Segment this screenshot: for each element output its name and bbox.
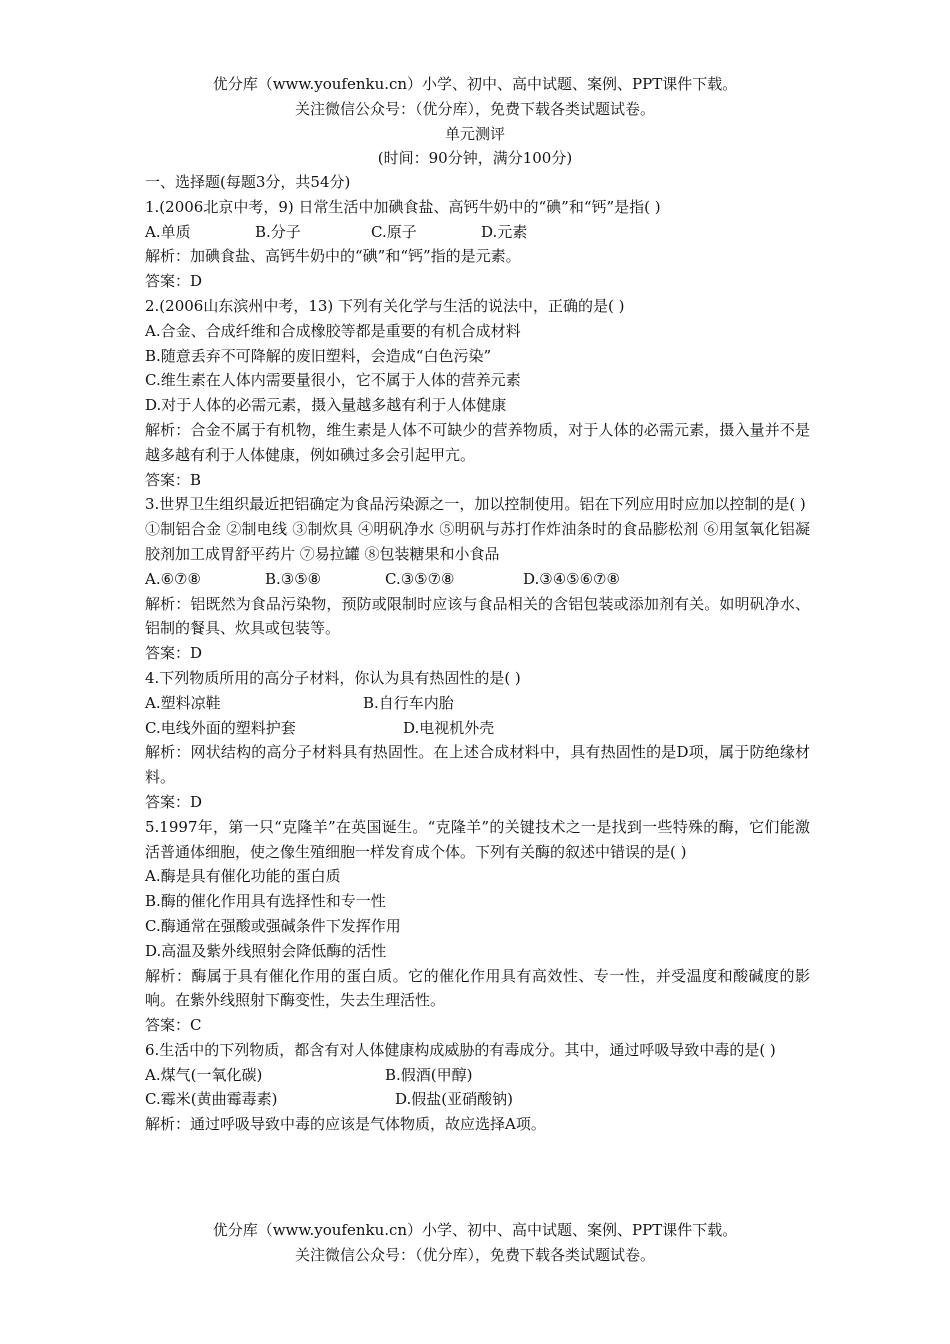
footer-line-1: 优分库（www.youfenku.cn）小学、初中、高中试题、案例、PPT课件下载。 <box>212 1221 738 1239</box>
question-2-answer: 答案：B <box>145 470 202 489</box>
question-5-analysis: 解析：酶属于具有催化作用的蛋白质。它的催化作用具有高效性、专一性，并受温度和酸碱度的影响。在紫外线照射下酶变性，失去生理活性。 <box>145 966 810 1010</box>
question-1-stem: 1.(2006北京中考，9) 日常生活中加碘食盐、高钙牛奶中的“碘”和“钙”是指( ) <box>145 197 661 216</box>
section-heading: 一、选择题(每题3分，共54分) <box>145 173 351 191</box>
document-body <box>145 170 810 1137</box>
footer-line-2: 关注微信公众号：（优分库），免费下载各类试题试卷。 <box>294 1245 655 1264</box>
option-b: B.酶的催化作用具有选择性和专一性 <box>145 892 386 911</box>
option-b: B.③⑤⑧ <box>265 569 322 588</box>
page-footer <box>0 1218 950 1268</box>
question-5-answer: 答案：C <box>145 1016 202 1035</box>
option-a: A.⑥⑦⑧ <box>145 569 201 588</box>
header-line-2: 关注微信公众号：（优分库），免费下载各类试题试卷。 <box>294 99 655 118</box>
question-4-options-cd <box>145 716 810 741</box>
option-d: D.假盐(亚硝酸钠) <box>395 1090 513 1109</box>
option-c: C.酶通常在强酸或强碱条件下发挥作用 <box>145 916 401 935</box>
question-4-stem: 4.下列物质所用的高分子材料，你认为具有热固性的是( ) <box>145 668 521 687</box>
question-3-analysis: 解析：铝既然为食品污染物，预防或限制时应该与食品相关的含铝包装或添加剂有关。如明矾净水、铝制的餐具、炊具或包装等。 <box>145 594 810 638</box>
question-1-analysis: 解析：加碘食盐、高钙牛奶中的“碘”和“钙”指的是元素。 <box>145 247 521 266</box>
option-b: B.自行车内胎 <box>363 693 454 712</box>
option-d: D.电视机外壳 <box>403 718 495 737</box>
question-6-stem: 6.生活中的下列物质，都含有对人体健康构成威胁的有毒成分。其中，通过呼吸导致中毒的是( ) <box>145 1040 776 1059</box>
option-c: C.③⑤⑦⑧ <box>385 569 455 588</box>
doc-subtitle: (时间：90分钟，满分100分) <box>377 149 573 168</box>
question-6-options-cd <box>145 1087 810 1112</box>
option-a: A.酶是具有催化功能的蛋白质 <box>145 867 341 886</box>
question-1-answer: 答案：D <box>145 272 203 291</box>
question-2-stem: 2.(2006山东滨州中考，13) 下列有关化学与生活的说法中，正确的是( ) <box>145 296 625 315</box>
option-c: C.维生素在人体内需要量很小，它不属于人体的营养元素 <box>145 371 521 390</box>
option-c: C.电线外面的塑料护套 <box>145 718 296 737</box>
question-5-stem: 5.1997年，第一只“克隆羊”在英国诞生。“克隆羊”的关键技术之一是找到一些特殊的酶，它们能激活普通体细胞，使之像生殖细胞一样发育成个体。下列有关酶的叙述中错误的是( ) <box>145 817 810 861</box>
option-d: D.元素 <box>481 222 528 241</box>
option-b: B.随意丢弃不可降解的废旧塑料，会造成“白色污染” <box>145 346 492 365</box>
question-4-answer: 答案：D <box>145 792 203 811</box>
option-d: D.③④⑤⑥⑦⑧ <box>523 569 620 588</box>
question-6-options-ab <box>145 1063 810 1088</box>
question-3-options <box>145 567 810 592</box>
option-b: B.假酒(甲醇) <box>385 1065 473 1084</box>
question-4-options-ab <box>145 691 810 716</box>
question-6-analysis: 解析：通过呼吸导致中毒的应该是气体物质，故应选择A项。 <box>145 1115 546 1134</box>
option-d: D.对于人体的必需元素，摄入量越多越有利于人体健康 <box>145 396 507 415</box>
header-line-1: 优分库（www.youfenku.cn）小学、初中、高中试题、案例、PPT课件下载。 <box>212 75 738 93</box>
option-c: C.霉米(黄曲霉毒素) <box>145 1090 278 1109</box>
option-b: B.分子 <box>255 222 301 241</box>
question-3-stem: 3.世界卫生组织最近把铝确定为食品污染源之一，加以控制使用。铝在下列应用时应加以控制的是( ) <box>145 495 806 514</box>
question-4-analysis: 解析：网状结构的高分子材料具有热固性。在上述合成材料中，具有热固性的是D项，属于防绝缘材料。 <box>145 743 810 787</box>
option-a: A.合金、合成纤维和合成橡胶等都是重要的有机合成材料 <box>145 321 521 340</box>
question-3-answer: 答案：D <box>145 644 203 663</box>
option-a: A.塑料凉鞋 <box>145 693 221 712</box>
option-a: A.单质 <box>145 222 191 241</box>
doc-title: 单元测评 <box>444 124 505 143</box>
option-d: D.高温及紫外线照射会降低酶的活性 <box>145 941 387 960</box>
question-2-analysis: 解析：合金不属于有机物，维生素是人体不可缺少的营养物质，对于人体的必需元素，摄入量并不是越多越有利于人体健康，例如碘过多会引起甲亢。 <box>145 420 810 464</box>
question-1-options <box>145 220 810 245</box>
option-c: C.原子 <box>371 222 417 241</box>
page-header <box>0 72 950 171</box>
option-a: A.煤气(一氧化碳) <box>145 1065 263 1084</box>
question-3-items: ①制铝合金 ②制电线 ③制炊具 ④明矾净水 ⑤明矾与苏打作炸油条时的食品膨松剂 ⑥用氢氧化铝凝胶剂加工成胃舒平药片 ⑦易拉罐 ⑧包装糖果和小食品 <box>145 520 810 563</box>
